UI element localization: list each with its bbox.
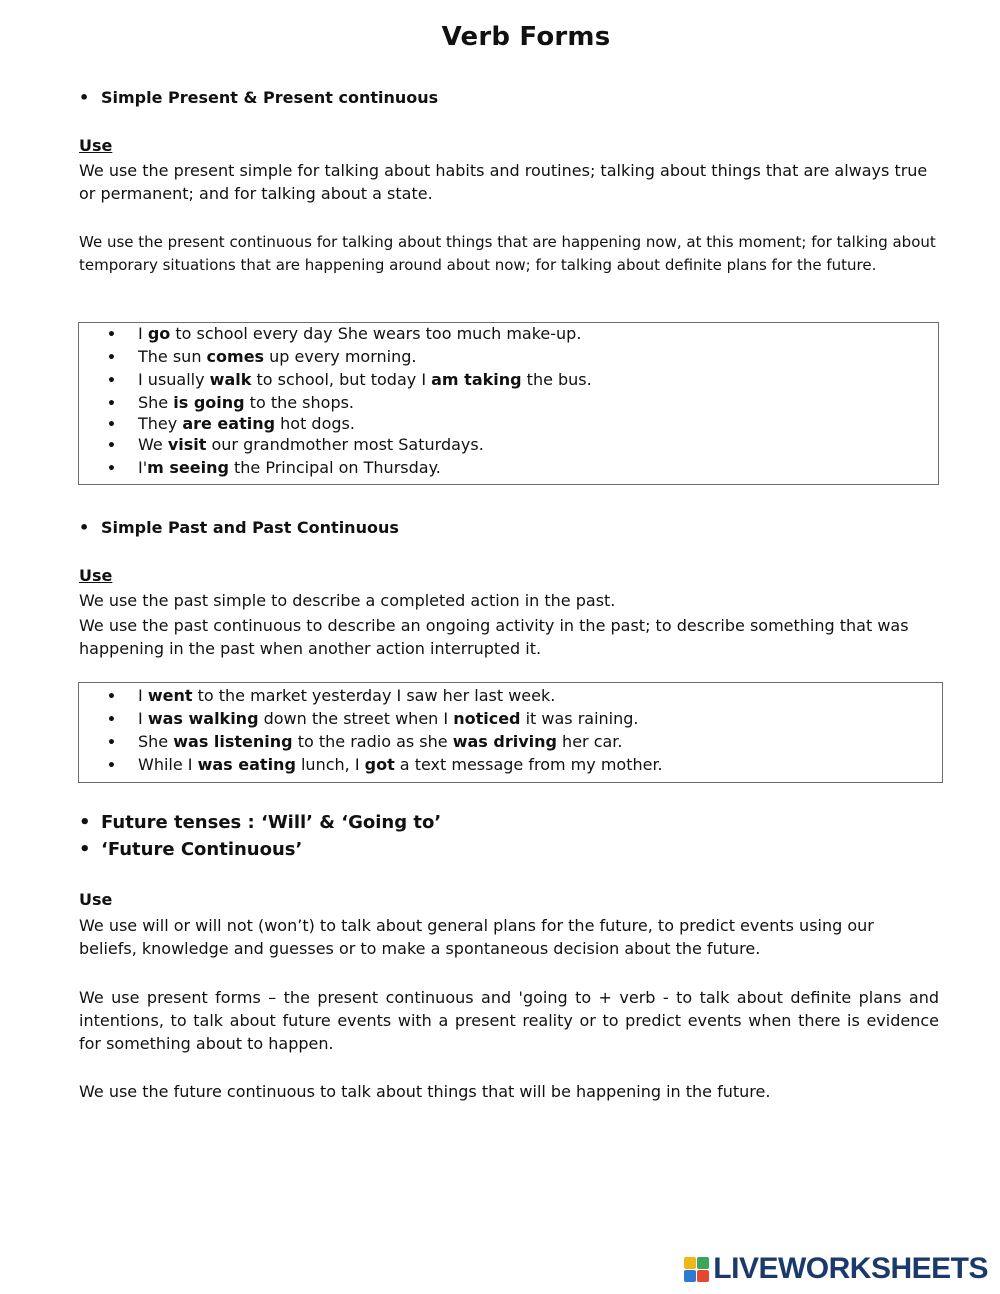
bullet-icon: •: [107, 461, 116, 477]
example-item: [107, 755, 663, 774]
bullet-icon: •: [107, 417, 116, 433]
example-verb: noticed: [453, 709, 521, 728]
section3-para2: We use present forms – the present continuous and 'going to + verb - to talk about definite plans and intentions, to talk about future events with a present reality or to predict events when there is evidence for something about to happen.: [79, 988, 939, 1053]
example-verb: are eating: [182, 414, 276, 433]
example-text: to the shops.: [244, 393, 355, 412]
section2-para2: We use the past continuous to describe an ongoing activity in the past; to describe something that was happening in the past when another action interrupted it.: [79, 616, 909, 658]
example-verb: go: [147, 324, 171, 343]
example-text: up every morning.: [264, 347, 417, 366]
section2-examples-box: [78, 682, 943, 783]
example-item: [107, 458, 441, 477]
example-text: to school every day She wears too much make-up.: [170, 324, 582, 343]
example-verb: is going: [173, 393, 245, 412]
example-verb: m seeing: [147, 458, 229, 477]
example-text: lunch, I: [295, 755, 365, 774]
example-text: They: [138, 414, 183, 433]
section2-heading: • Simple Past and Past Continuous: [79, 518, 399, 537]
example-item: [107, 709, 639, 728]
example-verb: went: [147, 686, 193, 705]
example-text: to school, but today I: [251, 370, 432, 389]
example-text: We: [138, 435, 168, 454]
example-verb: was walking: [147, 709, 259, 728]
bullet-icon: •: [79, 839, 91, 860]
example-text: a text message from my mother.: [394, 755, 663, 774]
bullet-icon: •: [79, 88, 90, 107]
example-item: [107, 414, 355, 433]
example-verb: am taking: [431, 370, 522, 389]
example-text: I': [138, 458, 148, 477]
section1-examples-box: [78, 322, 939, 485]
example-verb: was driving: [452, 732, 557, 751]
liveworksheets-logo: [684, 1251, 988, 1287]
example-text: She: [138, 732, 174, 751]
example-verb: got: [364, 755, 395, 774]
example-text: the Principal on Thursday.: [228, 458, 441, 477]
bullet-icon: •: [107, 396, 116, 412]
bullet-icon: •: [107, 758, 116, 774]
example-item: [107, 435, 484, 454]
example-item: [107, 324, 581, 343]
bullet-icon: •: [107, 327, 116, 343]
bullet-icon: •: [107, 438, 116, 454]
section3-heading-future-tenses: • Future tenses : ‘Will’ & ‘Going to’: [79, 812, 442, 833]
example-text: hot dogs.: [275, 414, 355, 433]
section2-para1: We use the past simple to describe a completed action in the past.: [79, 591, 616, 610]
example-item: [107, 347, 416, 366]
bullet-icon: •: [79, 518, 90, 537]
section1-para1: We use the present simple for talking about habits and routines; talking about things that are always true or permanent; and for talking about a state.: [79, 161, 928, 203]
example-text: I: [138, 324, 148, 343]
example-text: While I: [138, 755, 198, 774]
example-text: She: [138, 393, 174, 412]
logo-mark-icon: [684, 1257, 709, 1282]
bullet-icon: •: [107, 712, 116, 728]
example-verb: was eating: [197, 755, 296, 774]
bullet-icon: •: [107, 350, 116, 366]
section1-use-label: Use: [79, 136, 113, 155]
section3-use-label: Use: [79, 890, 113, 909]
example-text: I: [138, 686, 148, 705]
section2-use-label: Use: [79, 566, 113, 585]
example-item: [107, 370, 592, 389]
example-verb: walk: [209, 370, 252, 389]
example-item: [107, 393, 354, 412]
example-text: our grandmother most Saturdays.: [206, 435, 484, 454]
example-verb: was listening: [173, 732, 293, 751]
example-verb: comes: [206, 347, 265, 366]
section1-para2: We use the present continuous for talking about things that are happening now, at this moment; for talking about temporary situations that are happening around about now; for talking about definite plans for the future.: [79, 233, 936, 274]
section3-para3: We use the future continuous to talk about things that will be happening in the future.: [79, 1082, 771, 1101]
section3-para1: We use will or will not (won’t) to talk about general plans for the future, to predict events using our beliefs, knowledge and guesses or to make a spontaneous decision about the future.: [79, 916, 874, 958]
example-text: to the radio as she: [292, 732, 453, 751]
example-text: her car.: [556, 732, 623, 751]
example-text: I usually: [138, 370, 210, 389]
example-item: [107, 686, 555, 705]
example-text: The sun: [138, 347, 207, 366]
section1-heading: • Simple Present & Present continuous: [79, 88, 439, 107]
example-text: to the market yesterday I saw her last week.: [192, 686, 556, 705]
example-item: [107, 732, 623, 751]
bullet-icon: •: [107, 735, 116, 751]
example-text: it was raining.: [520, 709, 639, 728]
example-verb: visit: [167, 435, 207, 454]
example-text: down the street when I: [258, 709, 454, 728]
logo-text: LIVEWORKSHEETS: [713, 1252, 988, 1285]
page-title: Verb Forms: [441, 22, 611, 52]
bullet-icon: •: [107, 373, 116, 389]
bullet-icon: •: [107, 689, 116, 705]
bullet-icon: •: [79, 812, 91, 833]
example-text: I: [138, 709, 148, 728]
example-text: the bus.: [521, 370, 592, 389]
section3-heading-future-continuous: • ‘Future Continuous’: [79, 839, 303, 860]
